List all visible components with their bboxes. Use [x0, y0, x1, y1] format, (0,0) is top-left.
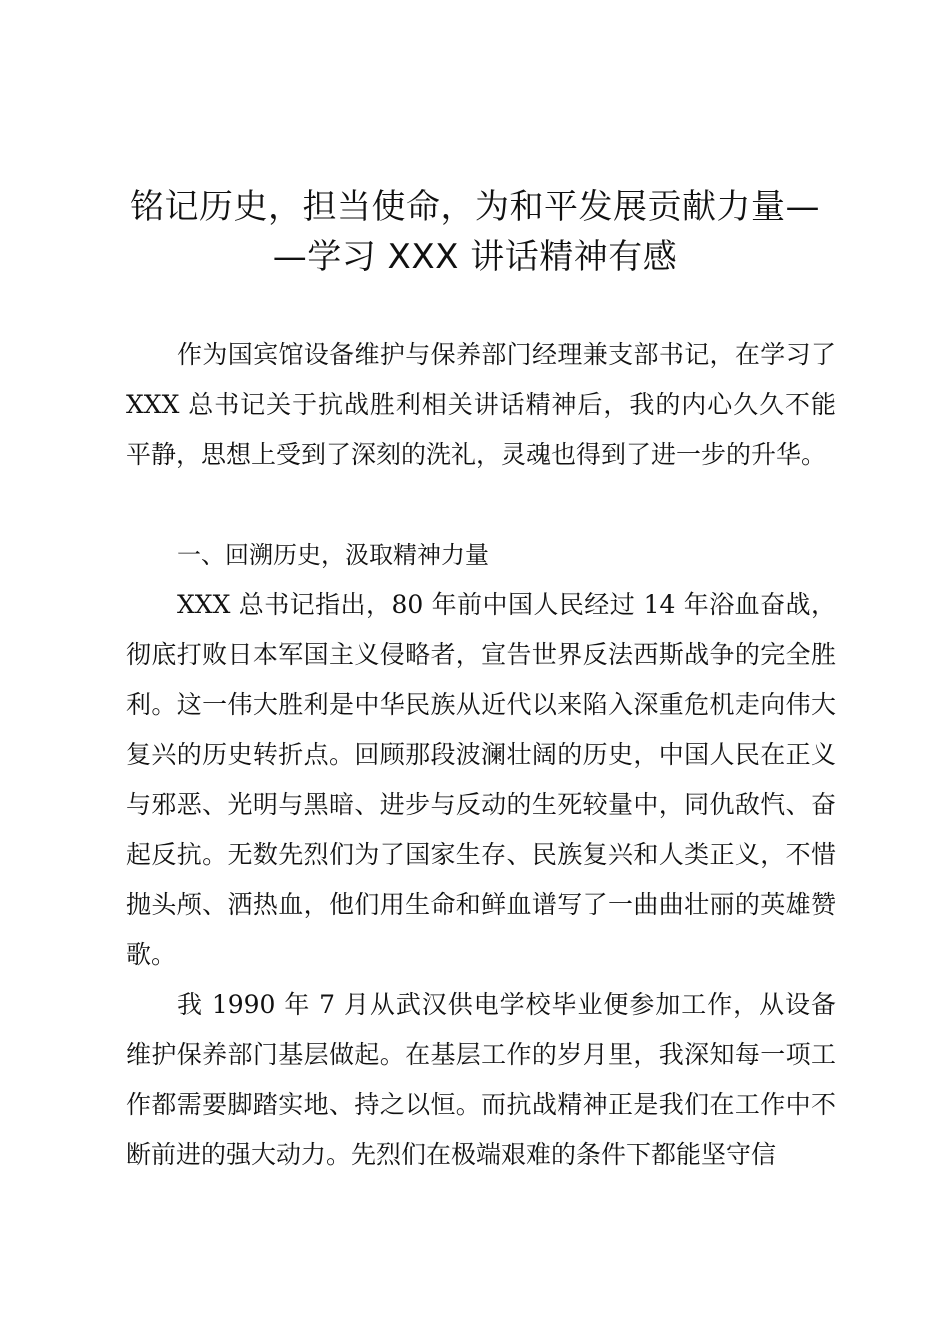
document-title-line-1: 铭记历史，担当使命，为和平发展贡献力量— — [130, 187, 820, 227]
career-paragraph: 我 1990 年 7 月从武汉供电学校毕业便参加工作，从设备维护保养部门基层做起。在基层工作的岁月里，我深知每一项工作都需要脚踏实地、持之以恒。而抗战精神正是我们在工作中不断前进的强大动力。先烈们在极端艰难的条件下都能坚守信 — [126, 990, 836, 1169]
career-block — [126, 980, 836, 1180]
history-block — [126, 580, 836, 980]
intro-block — [126, 330, 836, 480]
history-paragraph: XXX 总书记指出，80 年前中国人民经过 14 年浴血奋战，彻底打败日本军国主义侵略者，宣告世界反法西斯战争的完全胜利。这一伟大胜利是中华民族从近代以来陷入深重危机走向伟大复兴的历史转折点。回顾那段波澜壮阔的历史，中国人民在正义与邪恶、光明与黑暗、进步与反动的生死较量中，同仇敌忾、奋起反抗。无数先烈们为了国家生存、民族复兴和人类正义，不惜抛头颅、洒热血，他们用生命和鲜血谱写了一曲曲壮丽的英雄赞歌。 — [126, 590, 836, 969]
document-title-line-2: —学习 XXX 讲话精神有感 — [272, 237, 678, 277]
section-heading: 一、回溯历史，汲取精神力量 — [177, 541, 489, 569]
intro-paragraph: 作为国宾馆设备维护与保养部门经理兼支部书记，在学习了 XXX 总书记关于抗战胜利相关讲话精神后，我的内心久久不能平静，思想上受到了深刻的洗礼，灵魂也得到了进一步的升华。 — [126, 340, 836, 469]
section-heading-block — [126, 530, 836, 580]
